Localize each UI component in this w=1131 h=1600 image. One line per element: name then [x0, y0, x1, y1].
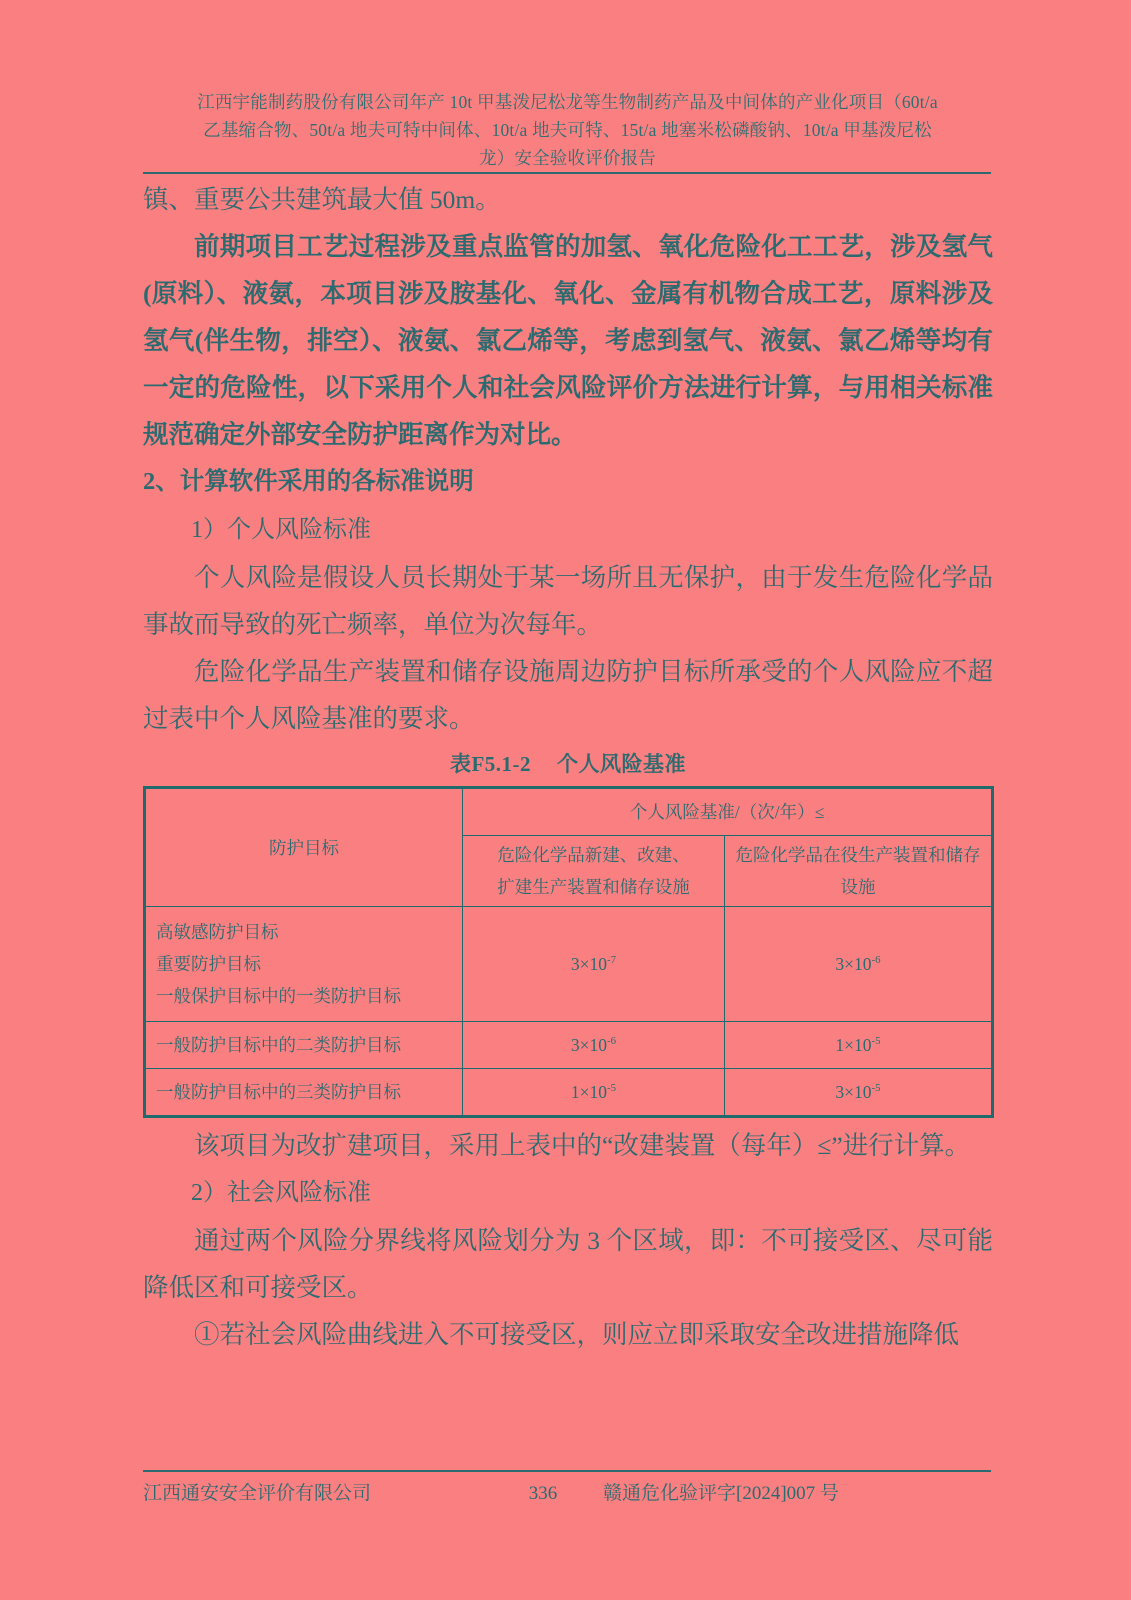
- value-base: 3×10: [570, 954, 608, 974]
- paragraph-individual-risk-definition: 个人风险是假设人员长期处于某一场所且无保护，由于发生危险化学品事故而导致的死亡频率，单位为次每年。: [143, 563, 993, 639]
- cell-existing-value-row-1: [725, 907, 993, 1022]
- value-exponent: -7: [607, 954, 617, 967]
- individual-risk-criteria-table: [143, 786, 994, 1118]
- running-footer: [143, 1478, 991, 1505]
- running-header-line-1: 江西宇能制药股份有限公司年产 10t 甲基泼尼松龙等生物制药产品及中间体的产业化项目（60t/a: [197, 92, 938, 112]
- header-cell-new-facilities: [463, 836, 725, 907]
- paragraph-unacceptable-zone: ①若社会风险曲线进入不可接受区，则应立即采取安全改进措施降低: [194, 1320, 960, 1349]
- paragraph-carryover: 镇、重要公共建筑最大值 50m。: [143, 185, 501, 214]
- document-body: [143, 176, 993, 1358]
- table-caption-number: 表F5.1-2: [449, 752, 532, 776]
- value-base: 3×10: [835, 1082, 872, 1102]
- table-header-row-1: [145, 788, 993, 836]
- subsection-heading-1: 1）个人风险标准: [191, 517, 371, 543]
- value-exponent: -5: [871, 1082, 881, 1095]
- value-base: 1×10: [570, 1082, 608, 1102]
- cell-new-value-row-1: [463, 907, 725, 1022]
- cell-existing-value-row-3: [725, 1069, 993, 1117]
- header-divider: [143, 172, 991, 174]
- table-caption-title: 个人风险基准: [557, 752, 687, 776]
- target-line-3: 一般保护目标中的一类防护目标: [156, 986, 401, 1006]
- header-cell-new-facilities-line-1: 危险化学品新建、改建、: [497, 845, 690, 865]
- table-row: [145, 907, 993, 1022]
- header-cell-new-facilities-line-2: 扩建生产装置和储存设施: [497, 877, 690, 897]
- header-cell-existing-facilities-line-2: 设施: [840, 877, 876, 897]
- value-base: 3×10: [570, 1035, 608, 1055]
- cell-new-value-row-3: [463, 1069, 725, 1117]
- running-header-line-3: 龙）安全验收评价报告: [479, 148, 656, 168]
- running-header-line-2: 乙基缩合物、50t/a 地夫可特中间体、10t/a 地夫可特、15t/a 地塞米松磷酸钠、10t/a 甲基泼尼松: [203, 120, 932, 140]
- value-exponent: -5: [871, 1035, 881, 1048]
- cell-new-value-row-2: [463, 1022, 725, 1069]
- paragraph-individual-risk-requirement: 危险化学品生产装置和储存设施周边防护目标所承受的个人风险应不超过表中个人风险基准的要求。: [143, 657, 993, 733]
- running-header: [145, 88, 990, 172]
- header-cell-risk-criteria-span: 个人风险基准/（次/年）≤: [463, 788, 993, 836]
- value-base: 1×10: [835, 1035, 872, 1055]
- section-heading-2: 2、计算软件采用的各标准说明: [143, 468, 474, 495]
- table-row: [145, 1022, 993, 1069]
- subsection-heading-2: 2）社会风险标准: [191, 1180, 371, 1206]
- header-cell-existing-facilities-line-1: 危险化学品在役生产装置和储存: [735, 845, 981, 865]
- table-row: [145, 1069, 993, 1117]
- paragraph-process-hazards: 前期项目工艺过程涉及重点监管的加氢、氧化危险化工工艺，涉及氢气(原料）、液氨，本项目涉及胺基化、氧化、金属有机物合成工艺，原料涉及氢气(伴生物，排空）、液氨、氯乙烯等，考虑到氢气、液氨、氯乙烯等均有一定的危险性，以下采用个人和社会风险评价方法进行计算，与用相关标准规范确定外部安全防护距离作为对比。: [143, 232, 993, 449]
- value-exponent: -6: [607, 1035, 617, 1048]
- footer-company-name: 江西通安安全评价有限公司: [143, 1483, 372, 1504]
- value-exponent: -6: [871, 954, 881, 967]
- target-line-1: 高敏感防护目标: [156, 922, 279, 942]
- paragraph-societal-risk-zones: 通过两个风险分界线将风险划分为 3 个区域，即：不可接受区、尽可能降低区和可接受区。: [143, 1226, 993, 1302]
- cell-existing-value-row-2: [725, 1022, 993, 1069]
- footer-document-code: 赣通危化验评字[2024]007 号: [603, 1483, 839, 1504]
- header-cell-protection-target: 防护目标: [145, 788, 463, 907]
- cell-protection-target-group-3: 一般防护目标中的三类防护目标: [145, 1069, 463, 1117]
- value-base: 3×10: [835, 954, 872, 974]
- cell-protection-target-group-2: 一般防护目标中的二类防护目标: [145, 1022, 463, 1069]
- paragraph-after-table: 该项目为改扩建项目，采用上表中的“改建装置（每年）≤”进行计算。: [194, 1131, 971, 1160]
- target-line-2: 重要防护目标: [156, 954, 261, 974]
- table-caption: [143, 748, 993, 778]
- footer-divider: [143, 1470, 991, 1472]
- cell-protection-target-group-1: [145, 907, 463, 1022]
- value-exponent: -5: [607, 1082, 617, 1095]
- footer-page-number: 336: [528, 1483, 558, 1504]
- header-cell-existing-facilities: [725, 836, 993, 907]
